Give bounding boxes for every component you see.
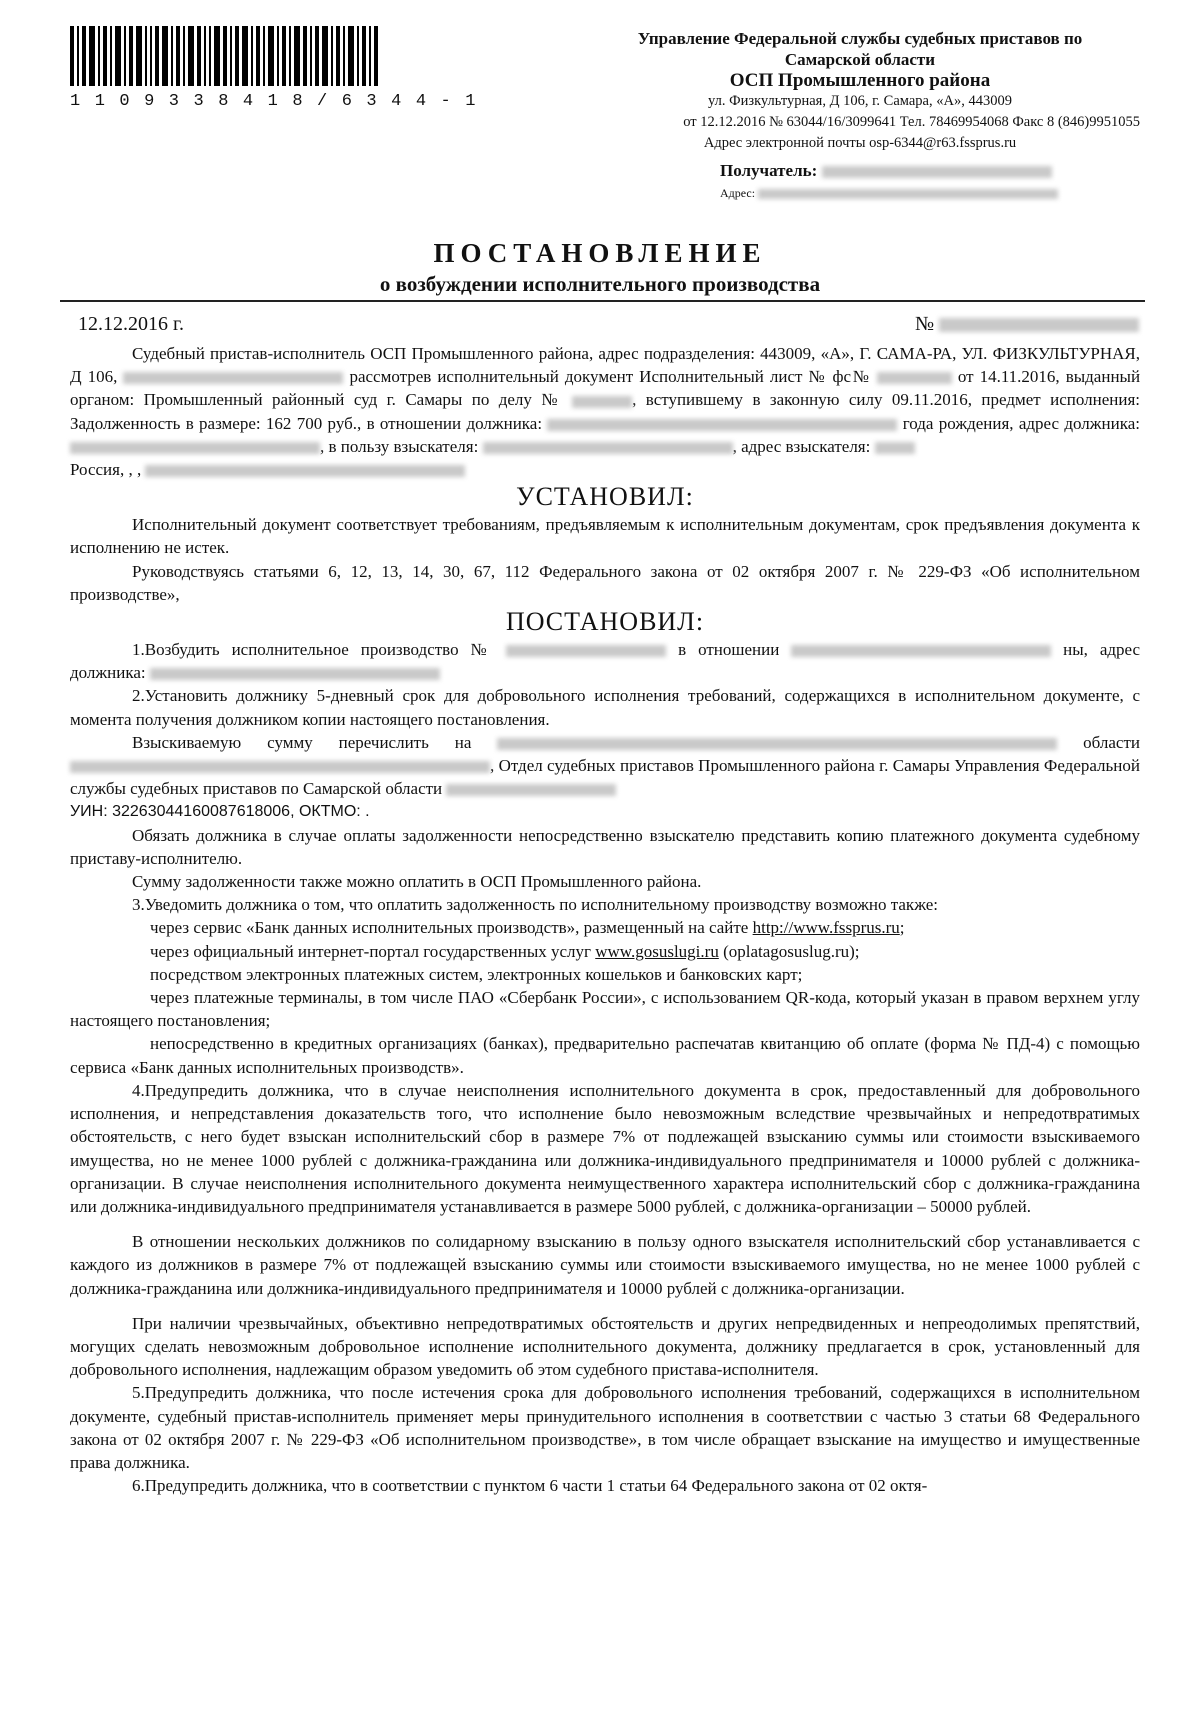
- intro-paragraph: [70, 342, 1140, 458]
- clause-3-item-5: непосредственно в кредитных организациях (банках), предварительно распечатав квитанцию об оплате (форма № ПД-4) с помощью сервиса «Банк данных исполнительных производств».: [70, 1034, 1140, 1077]
- intro-text-2: рассмотрев исполнительный документ Исполнительный лист № фс№: [349, 367, 871, 387]
- document-body: [70, 342, 1140, 1497]
- ust-paragraph-1: Исполнительный документ соответствует требованиям, предъявляемым к исполнительным документам, срок предъявления документа к исполнению не истек.: [70, 515, 1140, 558]
- redacted-field: [877, 372, 952, 384]
- clause-3-item-3: посредством электронных платежных систем, электронных кошельков и банковских карт;: [150, 964, 803, 984]
- document-date: 12.12.2016 г.: [78, 313, 184, 335]
- clause-1-text-c: ны, адрес должника:: [70, 640, 1141, 683]
- redacted-field: [875, 442, 915, 454]
- redacted-field: [70, 442, 320, 454]
- clause-3-item-1: [70, 916, 1140, 939]
- clause-4-solidary: В отношении нескольких должников по солидарному взысканию в пользу одного взыскателя исполнительский сбор устанавливается с каждого из должников в размере 7% от подлежащей взысканию суммы или стоимости взыскиваемого имущества, но не менее 1000 рублей с должника-гражданина или должника-индивидуального предпринимателя и 10000 рублей с должника-организации.: [70, 1232, 1140, 1298]
- barcode-bars: [70, 26, 490, 86]
- redacted-field: [572, 396, 632, 408]
- ust-paragraph-2: Руководствуясь статьями 6, 12, 13, 14, 30, 67, 112 Федерального закона от 02 октября 2007 г. № 229-ФЗ «Об исполнительном производстве»,: [70, 561, 1140, 604]
- clause-2-payment: [70, 731, 1140, 801]
- intro-text-3: от 14.11.2016, выданный органом: Промышленный районный суд г. Самары по делу №: [70, 367, 1141, 410]
- barcode-number: 1109338418/6344-1: [70, 92, 490, 111]
- org-name-line1: Управление Федеральной службы судебных приставов по: [637, 29, 1083, 48]
- document-subtitle: о возбуждении исполнительного производства: [379, 272, 821, 296]
- barcode: [70, 26, 490, 111]
- clause-3-item-1-text: через сервис «Банк данных исполнительных производств», размещенный на сайте: [150, 918, 749, 938]
- fssprus-link[interactable]: http://www.fssprus.ru: [752, 918, 900, 938]
- payment-text-b: области: [1083, 732, 1140, 752]
- intro-text-7: , адрес взыскателя:: [732, 436, 871, 456]
- recipient-label: Получатель:: [720, 161, 818, 180]
- intro-text-1: Судебный пристав-исполнитель ОСП Промышленного района, адрес подразделения: 443009, «А», Г. САМА-РА, УЛ. ФИЗКУЛЬТУРНАЯ, Д 106,: [70, 344, 1140, 387]
- redacted-field: [123, 372, 343, 384]
- heading-ustanovil: УСТАНОВИЛ:: [516, 482, 694, 512]
- organization-header: [580, 28, 1140, 154]
- clause-6: 6.Предупредить должника, что в соответствии с пунктом 6 части 1 статьи 64 Федерального закона от 02 октя-: [132, 1476, 928, 1496]
- clause-3-item-2-end: (oplatagosuslug.ru);: [723, 941, 860, 961]
- clause-1: [70, 638, 1140, 684]
- document-title: ПОСТАНОВЛЕНИЕ: [433, 238, 767, 268]
- org-email: Адрес электронной почты osp-6344@r63.fssprus.ru: [703, 135, 1017, 151]
- org-address: ул. Физкультурная, Д 106, г. Самара, «А», 443009: [708, 93, 1012, 109]
- redacted-document-number: [939, 318, 1139, 332]
- clause-3-item-1-end: ;: [899, 918, 905, 938]
- document-number: [915, 313, 1139, 336]
- heading-postanovil: ПОСТАНОВИЛ:: [505, 607, 705, 637]
- clause-3-item-4: через платежные терминалы, в том числе ПАО «Сбербанк России», с использованием QR-кода, который указан в правом верхнем углу настоящего постановления;: [70, 988, 1140, 1031]
- intro-country-line: [70, 458, 1140, 481]
- clause-2-obligation: Обязать должника в случае оплаты задолженности непосредственно взыскателю представить копию платежного документа судебному приставу-исполнителю.: [70, 825, 1140, 868]
- redacted-field: [483, 442, 733, 454]
- uin-line: УИН: 32263044160087618006, ОКТМО: .: [70, 803, 370, 821]
- clause-4: 4.Предупредить должника, что в случае неисполнения исполнительного документа в срок, предоставленный для добровольного исполнения, и непредставления доказательств того, что исполнение было невозможным вследствие чрезвычайных и непредотвратимых обстоятельств, с него будет взыскан исполнительский сбор в размере 7% от подлежащей взысканию суммы или стоимости взыскиваемого имущества, но не менее 1000 рублей с должника-гражданина или должника-индивидуального предпринимателя и 10000 рублей с должника-организации. В случае неисполнения исполнительного документа неимущественного характера исполнительский сбор с должника-гражданина или должника-индивидуального предпринимателя устанавливается в размере 5000 рублей, с должника-организации – 50000 рублей.: [70, 1080, 1140, 1216]
- intro-text-5: года рождения, адрес должника:: [902, 413, 1140, 433]
- org-contacts: от 12.12.2016 № 63044/16/3099641 Тел. 78469954068 Факс 8 (846)9951055: [683, 114, 1140, 130]
- redacted-field: [547, 419, 897, 431]
- redacted-recipient-name: [822, 166, 1052, 178]
- clause-1-text-b: в отношении: [678, 640, 780, 660]
- title-rule: [60, 300, 1145, 302]
- clause-3-item-2: [70, 940, 1140, 963]
- payment-text-a: Взыскиваемую сумму перечислить на: [132, 732, 472, 752]
- clause-1-text-a: 1.Возбудить исполнительное производство №: [132, 640, 495, 660]
- recipient-address-label: Адрес:: [720, 186, 756, 200]
- redacted-recipient-address: [758, 189, 1058, 199]
- payment-text-c: , Отдел судебных приставов Промышленного района г. Самары Управления Федеральной службы судебных приставов по Самарской области: [70, 756, 1140, 799]
- clause-4-force-majeure: При наличии чрезвычайных, объективно непредотвратимых обстоятельств и других непредвиденных и непреодолимых препятствий, могущих сделать невозможным добровольное исполнение исполнительного документа, должнику предлагается в срок, установленный для добровольного исполнения, надлежащим образом уведомить об этом судебного пристава-исполнителя.: [70, 1313, 1140, 1380]
- clause-3-item-2-text: через официальный интернет-портал государственных услуг: [150, 941, 591, 961]
- intro-text-6: , в пользу взыскателя:: [320, 436, 479, 456]
- redacted-field: [446, 784, 616, 796]
- gosuslugi-link[interactable]: www.gosuslugi.ru: [595, 941, 719, 961]
- intro-text-8: Россия, , ,: [70, 460, 142, 480]
- recipient-block: [720, 160, 1140, 204]
- clause-3: 3.Уведомить должника о том, что оплатить задолженность по исполнительному производству возможно также:: [132, 895, 938, 915]
- document-number-label: №: [915, 313, 935, 335]
- redacted-field: [70, 761, 490, 773]
- org-name-line2: Самарской области: [784, 50, 936, 69]
- clause-5: 5.Предупредить должника, что после истечения срока для добровольного исполнения требований, содержащихся в исполнительном документе, судебный пристав-исполнитель применяет меры принудительного исполнения в соответствии с частью 3 статьи 68 Федерального закона от 02 октября 2007 г. № 229-ФЗ «Об исполнительном производстве», в том числе обращает взыскание на имущество и имущественные права должника.: [70, 1383, 1140, 1472]
- clause-2-osp: Сумму задолженности также можно оплатить в ОСП Промышленного района.: [132, 872, 702, 892]
- redacted-field: [506, 645, 666, 657]
- redacted-field: [150, 668, 440, 680]
- redacted-field: [791, 645, 1051, 657]
- redacted-field: [497, 738, 1057, 750]
- org-department: ОСП Промышленного района: [729, 70, 991, 91]
- clause-2: 2.Установить должнику 5-дневный срок для добровольного исполнения требований, содержащихся в исполнительном документе, с момента получения должником копии настоящего постановления.: [70, 686, 1140, 729]
- redacted-field: [145, 465, 465, 477]
- intro-text-4: , вступившему в законную силу 09.11.2016, предмет исполнения: Задолженность в размере: 162 700 руб., в отношении должника:: [70, 390, 1140, 433]
